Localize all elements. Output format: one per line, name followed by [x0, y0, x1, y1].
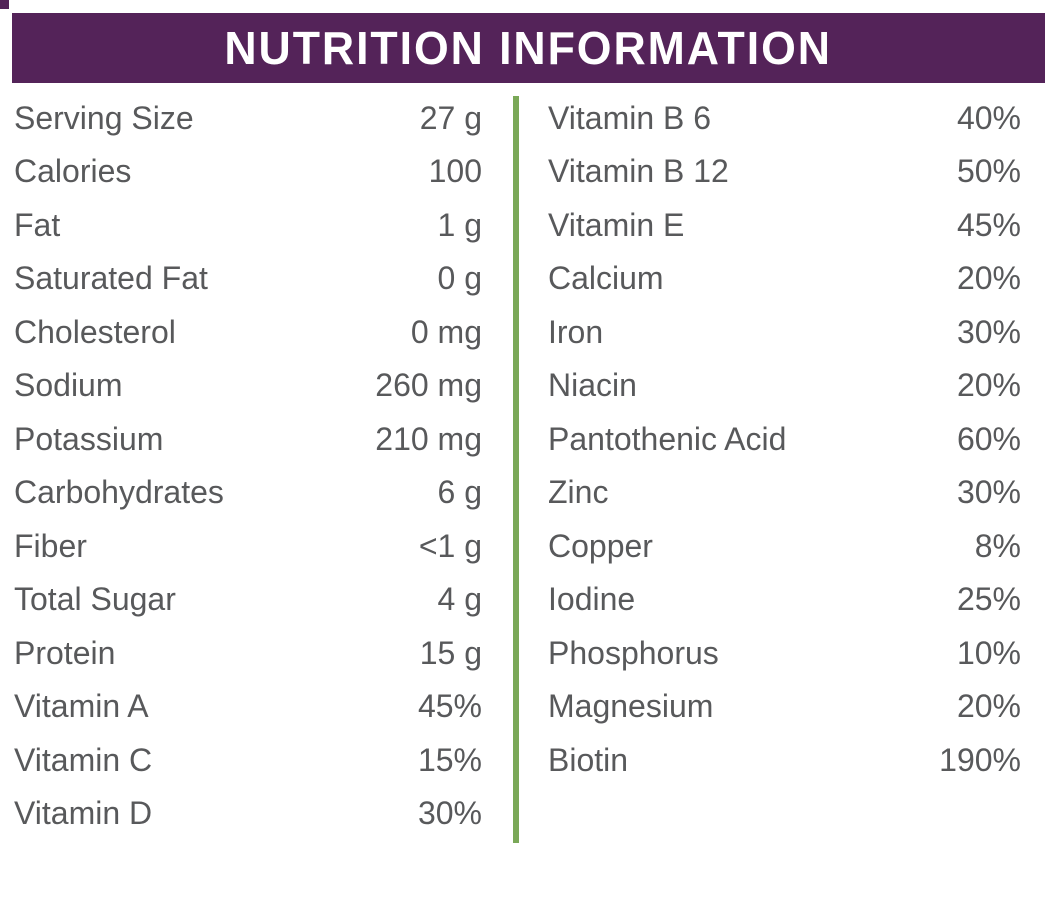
nutrient-label: Vitamin B 6: [548, 99, 712, 136]
nutrition-row: [14, 359, 482, 413]
nutrient-label: Vitamin E: [548, 206, 685, 243]
nutrient-value: 15%: [417, 741, 482, 778]
nutrient-label: Zinc: [548, 474, 609, 511]
nutrition-row: [548, 466, 1021, 520]
nutrition-row: [548, 198, 1021, 252]
nutrient-value: 6 g: [437, 474, 482, 511]
nutrition-column-left: [14, 91, 482, 840]
nutrition-row: [548, 733, 1021, 787]
nutrition-row: [14, 733, 482, 787]
nutrition-row: [548, 412, 1021, 466]
nutrition-row: [14, 573, 482, 627]
nutrient-label: Phosphorus: [548, 634, 719, 671]
nutrient-label: Carbohydrates: [14, 474, 224, 511]
header-bar: [12, 13, 1045, 83]
nutrition-row: [14, 305, 482, 359]
nutrient-value: 10%: [956, 634, 1021, 671]
nutrient-value: 45%: [956, 206, 1021, 243]
nutrient-label: Cholesterol: [14, 313, 176, 350]
column-divider: [513, 96, 519, 843]
nutrient-label: Calcium: [548, 260, 664, 297]
nutrient-label: Potassium: [14, 420, 164, 457]
nutrient-label: Pantothenic Acid: [548, 420, 787, 457]
nutrient-value: 25%: [956, 581, 1021, 618]
nutrient-label: Vitamin B 12: [548, 153, 729, 190]
nutrient-value: 50%: [956, 153, 1021, 190]
nutrient-value: 190%: [939, 741, 1021, 778]
nutrient-label: Niacin: [548, 367, 637, 404]
nutrient-label: Biotin: [548, 741, 629, 778]
nutrient-value: 15 g: [419, 634, 482, 671]
nutrient-value: 30%: [417, 795, 482, 832]
nutrition-row: [14, 680, 482, 734]
nutrient-value: 8%: [974, 527, 1021, 564]
nutrition-row: [548, 305, 1021, 359]
nutrient-value: 30%: [956, 474, 1021, 511]
nutrient-value: 45%: [417, 688, 482, 725]
nutrient-label: Vitamin D: [14, 795, 153, 832]
nutrient-value: 30%: [956, 313, 1021, 350]
nutrient-label: Fiber: [14, 527, 87, 564]
nutrient-value: 60%: [956, 420, 1021, 457]
nutrition-row: [14, 626, 482, 680]
nutrient-label: Copper: [548, 527, 653, 564]
nutrient-value: 1 g: [437, 206, 482, 243]
nutrition-row: [548, 519, 1021, 573]
nutrient-label: Vitamin A: [14, 688, 149, 725]
nutrient-label: Protein: [14, 634, 116, 671]
nutrition-row: [14, 466, 482, 520]
nutrient-label: Fat: [14, 206, 61, 243]
nutrition-row: [548, 91, 1021, 145]
nutrient-value: 0 g: [437, 260, 482, 297]
nutrient-label: Iron: [548, 313, 604, 350]
nutrition-row: [14, 787, 482, 841]
nutrient-label: Vitamin C: [14, 741, 153, 778]
nutrient-value: 0 mg: [410, 313, 482, 350]
nutrition-row: [548, 359, 1021, 413]
nutrient-value: <1 g: [418, 527, 482, 564]
nutrition-row: [14, 145, 482, 199]
nutrition-row: [14, 412, 482, 466]
nutrient-value: 4 g: [437, 581, 482, 618]
nutrient-label: Total Sugar: [14, 581, 176, 618]
nutrient-value: 40%: [956, 99, 1021, 136]
nutrient-value: 260 mg: [375, 367, 482, 404]
nutrition-row: [548, 252, 1021, 306]
nutrient-label: Magnesium: [548, 688, 714, 725]
nutrient-value: 27 g: [419, 99, 482, 136]
nutrition-row: [548, 626, 1021, 680]
nutrition-row: [548, 145, 1021, 199]
nutrition-row: [14, 519, 482, 573]
nutrition-column-right: [548, 91, 1021, 787]
nutrition-row: [14, 91, 482, 145]
nutrient-value: 100: [428, 153, 482, 190]
nutrition-row: [548, 573, 1021, 627]
nutrient-value: 20%: [956, 367, 1021, 404]
nutrient-value: 20%: [956, 260, 1021, 297]
nutrient-label: Saturated Fat: [14, 260, 208, 297]
nutrition-row: [14, 252, 482, 306]
nutrition-row: [14, 198, 482, 252]
nutrient-label: Serving Size: [14, 99, 194, 136]
nutrient-label: Iodine: [548, 581, 636, 618]
page-title: NUTRITION INFORMATION: [224, 22, 833, 74]
nutrient-value: 20%: [956, 688, 1021, 725]
nutrient-label: Calories: [14, 153, 132, 190]
nutrition-table: [0, 91, 1064, 861]
nutrition-row: [548, 680, 1021, 734]
corner-accent-mark: [0, 0, 9, 9]
nutrient-label: Sodium: [14, 367, 123, 404]
nutrient-value: 210 mg: [375, 420, 482, 457]
